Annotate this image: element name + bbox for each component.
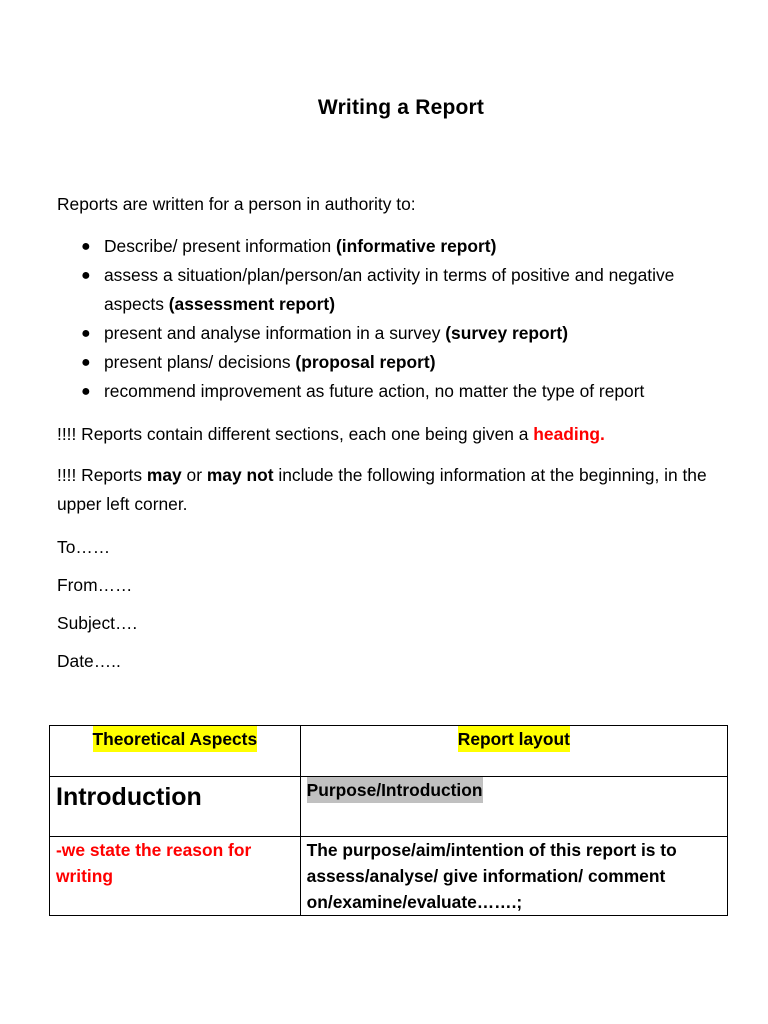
bullet-icon: ● (81, 354, 91, 371)
list-item-text: recommend improvement as future action, no matter the type of report (104, 381, 645, 401)
list-item-text: present plans/ decisions (104, 352, 296, 372)
purpose-introduction-label: Purpose/Introduction (307, 777, 483, 803)
may-emphasis: may (146, 465, 182, 485)
bullet-icon: ● (81, 238, 91, 255)
bullet-icon: ● (81, 267, 91, 284)
list-item (57, 348, 737, 377)
table-header-cell (50, 726, 301, 777)
table-header-cell (300, 726, 727, 777)
date-field: Date….. (57, 651, 121, 671)
list-item-bold: (informative report) (335, 236, 497, 256)
introduction-label: Introduction (56, 783, 202, 811)
list-item-text: Describe/ present information (104, 236, 336, 256)
note-part-3: include the following information at the beginning, in the upper left corner. (57, 465, 707, 514)
list-item-bold: (survey report) (445, 323, 568, 343)
note-part-2: or (181, 465, 207, 485)
table-row (50, 777, 728, 837)
list-item-text: present and analyse information in a survey (104, 323, 446, 343)
sections-note (57, 420, 737, 449)
report-layout-table (49, 725, 728, 916)
note-part-1: !!!! Reports (57, 465, 147, 485)
sections-note-text: !!!! Reports contain different sections, each one being given a (57, 424, 534, 444)
table-cell (300, 837, 727, 916)
theoretical-aspects-header: Theoretical Aspects (93, 726, 258, 752)
list-item (57, 377, 737, 406)
table-row (50, 726, 728, 777)
report-layout-header: Report layout (458, 726, 570, 752)
purpose-sentence: The purpose/aim/intention of this report is to assess/analyse/ give information/ comment on/examine/evaluate…….; (306, 840, 677, 912)
table-row (50, 837, 728, 916)
reason-text: -we state the reason for writing (56, 840, 252, 886)
heading-highlight: heading. (533, 424, 605, 444)
table-cell (300, 777, 727, 837)
purpose-bullet-list (57, 232, 737, 406)
bullet-icon: ● (81, 325, 91, 342)
bullet-icon: ● (81, 383, 91, 400)
table-cell (50, 837, 301, 916)
from-field: From…… (57, 575, 133, 595)
list-item-text: assess a situation/plan/person/an activity in terms of positive and negative aspects (104, 265, 675, 314)
header-info-note (57, 461, 737, 519)
to-field: To…… (57, 537, 111, 557)
intro-paragraph: Reports are written for a person in authority to: (57, 194, 416, 214)
list-item (57, 261, 737, 319)
subject-field: Subject…. (57, 613, 138, 633)
list-item-bold: (assessment report) (168, 294, 336, 314)
list-item-bold: (proposal report) (295, 352, 436, 372)
list-item (57, 319, 737, 348)
may-not-emphasis: may not (206, 465, 274, 485)
table-cell (50, 777, 301, 837)
list-item (57, 232, 737, 261)
document-title: Writing a Report (317, 96, 485, 119)
